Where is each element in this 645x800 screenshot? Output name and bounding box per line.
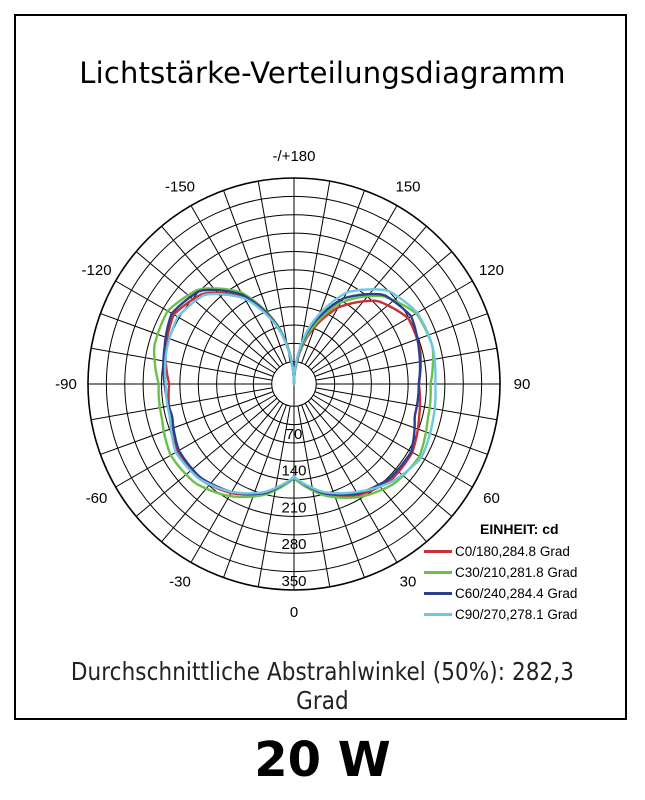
legend-label-c90: C90/270,278.1 Grad bbox=[455, 607, 578, 622]
legend-swatch-c30 bbox=[424, 571, 452, 574]
beam-angle-caption: Durchschnittliche Abstrahlwinkel (50%): 282,3 Grad bbox=[70, 657, 574, 715]
radial-label: 350 bbox=[281, 573, 307, 590]
angle-label: -/+180 bbox=[272, 148, 316, 165]
angle-label: 60 bbox=[483, 490, 500, 507]
angle-label: 120 bbox=[478, 262, 504, 279]
angle-label: -120 bbox=[81, 262, 112, 279]
angle-label: 90 bbox=[513, 376, 531, 393]
angle-label: 0 bbox=[289, 604, 299, 621]
grid-spoke bbox=[258, 181, 290, 362]
legend-label-c30: C30/210,281.8 Grad bbox=[455, 565, 578, 580]
radial-label: 70 bbox=[285, 425, 303, 443]
angle-label: 30 bbox=[399, 573, 417, 591]
legend-item-c90 bbox=[424, 604, 624, 625]
grid-spoke bbox=[313, 281, 472, 373]
legend-item-c60 bbox=[424, 583, 624, 604]
angle-label: 150 bbox=[395, 178, 421, 196]
chart-title: Lichtstärke-Verteilungsdiagramm bbox=[79, 56, 566, 90]
legend-item-c0 bbox=[424, 541, 624, 562]
grid-spoke bbox=[305, 206, 397, 365]
legend-item-c30 bbox=[424, 562, 624, 583]
grid-spoke bbox=[91, 348, 272, 380]
legend-unit-label: EINHEIT: cd bbox=[480, 521, 559, 537]
radial-label: 140 bbox=[281, 462, 307, 480]
radial-label: 210 bbox=[281, 499, 307, 517]
grid-spoke bbox=[316, 388, 497, 420]
angle-label: -90 bbox=[55, 376, 77, 393]
angle-label: -30 bbox=[169, 573, 191, 591]
grid-spoke bbox=[316, 348, 497, 380]
angle-label: -150 bbox=[164, 178, 196, 196]
legend-label-c0: C0/180,284.8 Grad bbox=[455, 544, 570, 559]
legend-swatch-c90 bbox=[424, 613, 452, 616]
angle-label: -60 bbox=[85, 490, 108, 507]
wattage-label: 20 W bbox=[254, 732, 391, 788]
grid-spoke bbox=[191, 206, 283, 365]
legend-label-c60: C60/240,284.4 Grad bbox=[455, 586, 578, 601]
legend-swatch-c0 bbox=[424, 550, 452, 553]
grid-spoke bbox=[298, 181, 330, 362]
grid-spoke bbox=[313, 395, 472, 487]
legend-swatch-c60 bbox=[424, 592, 452, 595]
legend bbox=[424, 521, 624, 625]
radial-label: 280 bbox=[281, 536, 307, 554]
grid-spoke bbox=[91, 388, 272, 420]
